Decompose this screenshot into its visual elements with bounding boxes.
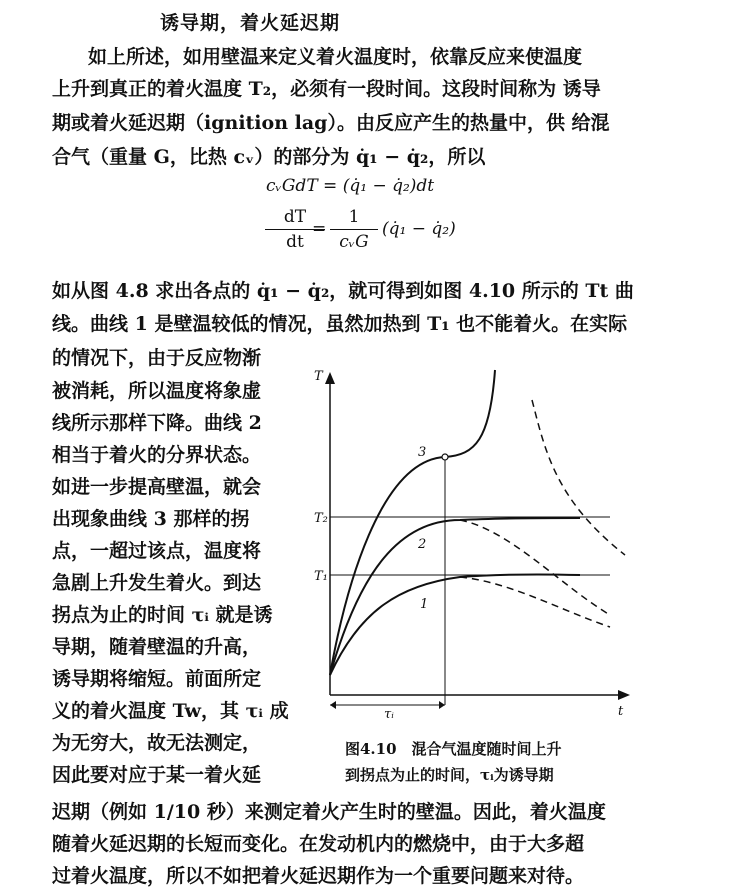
figure-caption-line1: 图4.10 混合气温度随时间上升 (345, 740, 562, 758)
narrow-line-3: 线所示那样下降。曲线 2 (52, 412, 262, 434)
narrow-line-1: 的情况下，由于反应物渐 (52, 347, 262, 369)
curve-2 (330, 518, 580, 675)
para1-line3: 期或着火延迟期（ignition lag）。由反应产生的热量中，供 给混 (52, 112, 610, 134)
para1-line1: 如上所述，如用壁温来定义着火温度时，依靠反应来使温度 (88, 46, 583, 68)
narrow-line-11: 诱导期将缩短。前面所定 (52, 668, 262, 690)
narrow-line-8: 急剧上升发生着火。到达 (52, 572, 262, 594)
inflection-point (442, 454, 448, 460)
narrow-line-4: 相当于着火的分界状态。 (52, 444, 262, 466)
x-axis-label: t (618, 704, 624, 719)
tau-arrow-right (439, 701, 445, 709)
curve-2-label: 2 (418, 537, 427, 552)
narrow-line-2: 被消耗，所以温度将象虚 (52, 380, 262, 402)
final-line-1: 迟期（例如 1/10 秒）来测定着火产生时的壁温。因此，着火温度 (52, 801, 606, 823)
figure-4-10 (300, 360, 640, 720)
narrow-line-10: 导期，随着壁温的升高， (52, 636, 262, 658)
t2-label: T₂ (314, 511, 328, 526)
section-heading: 诱导期，着火延迟期 (160, 12, 341, 34)
curve-1 (330, 574, 580, 675)
eq2-rhs-fraction (330, 207, 378, 252)
narrow-line-14: 因此要对应于某一着火延 (52, 764, 262, 786)
para1-line2: 上升到真正的着火温度 T₂，必须有一段时间。这段时间称为 诱导 (52, 78, 601, 100)
curve-1-dashed (460, 577, 610, 627)
eq2-rhs-tail: (q̇₁ − q̇₂) (382, 219, 456, 239)
curve-1-label: 1 (420, 597, 429, 612)
para2-line2: 线。曲线 1 是壁温较低的情况，虽然加热到 T₁ 也不能着火。在实际 (52, 313, 628, 335)
narrow-line-9: 拐点为止的时间 τᵢ 就是诱 (52, 604, 273, 626)
eq2-equals: = (312, 219, 327, 239)
y-axis-label: T (314, 369, 323, 384)
figure-caption-line2: 到拐点为止的时间，τᵢ为诱导期 (345, 766, 554, 784)
curve-2-dashed (460, 520, 610, 615)
tau-arrow-left (330, 701, 336, 709)
para2-line1: 如从图 4.8 求出各点的 q̇₁ − q̇₂，就可得到如图 4.10 所示的 Tt 曲 (52, 280, 634, 302)
t1-label: T₁ (314, 569, 328, 584)
eq2-rhs-numerator: 1 (330, 207, 378, 230)
final-line-2: 随着火延迟期的长短而变化。在发动机内的燃烧中，由于大多超 (52, 833, 585, 855)
curve-3 (330, 370, 495, 675)
narrow-line-6: 出现象曲线 3 那样的拐 (52, 508, 250, 530)
x-axis-arrow (618, 690, 630, 700)
eq2-rhs-denominator: cᵥG (339, 232, 369, 252)
para1-line4: 合气（重量 G，比热 cᵥ）的部分为 q̇₁ − q̇₂，所以 (52, 146, 486, 168)
final-line-3: 过着火温度，所以不如把着火延迟期作为一个重要问题来对待。 (52, 865, 585, 887)
equation-1: cᵥGdT = (q̇₁ − q̇₂)dt (266, 176, 435, 196)
curve-3-label: 3 (418, 445, 427, 460)
eq2-lhs-denominator: dt (286, 232, 304, 252)
tau-label: τᵢ (384, 707, 394, 720)
narrow-line-12: 义的着火温度 Tw，其 τᵢ 成 (52, 700, 289, 722)
eq2-lhs-numerator: dT (265, 207, 325, 230)
narrow-line-5: 如进一步提高壁温，就会 (52, 476, 262, 498)
y-axis-arrow (325, 372, 335, 384)
narrow-line-13: 为无穷大，故无法测定， (52, 732, 262, 754)
narrow-line-7: 点，一超过该点，温度将 (52, 540, 262, 562)
high-wall-temp-dashed-curve (532, 400, 625, 555)
